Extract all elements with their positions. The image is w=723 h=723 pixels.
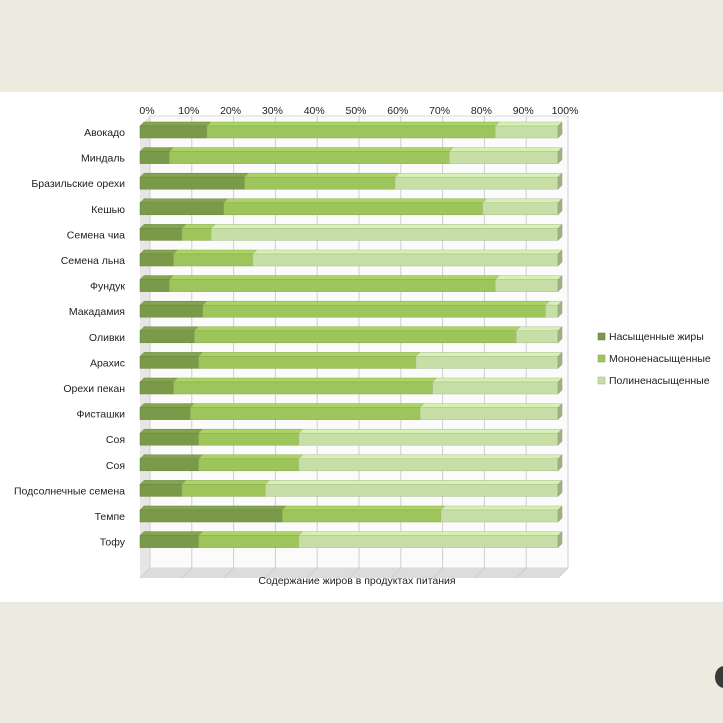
bar-segment-top bbox=[140, 455, 203, 459]
bar-segment-top bbox=[140, 276, 173, 280]
bar-segment bbox=[199, 356, 416, 368]
bar-segment bbox=[140, 459, 199, 471]
bar-segment bbox=[190, 408, 420, 420]
bar-segment bbox=[140, 356, 199, 368]
x-tick-label: 30% bbox=[261, 105, 283, 117]
bar-segment-top bbox=[211, 224, 562, 228]
bar-segment-top bbox=[199, 429, 303, 433]
bar-segment-top bbox=[140, 148, 173, 152]
bar-segment bbox=[253, 254, 558, 266]
bar-segment bbox=[140, 126, 207, 138]
bar-segment-top bbox=[173, 250, 256, 254]
bar-segment bbox=[224, 203, 483, 215]
bar-segment bbox=[265, 484, 558, 496]
category-label: Фисташки bbox=[76, 408, 125, 421]
bar-segment bbox=[433, 382, 558, 394]
category-label: Бразильские орехи bbox=[31, 178, 125, 191]
bar-segment bbox=[299, 536, 558, 548]
bar-segment-top bbox=[140, 378, 177, 382]
bar-segment-top bbox=[433, 378, 562, 382]
bar-segment-top bbox=[420, 404, 562, 408]
x-tick-label: 80% bbox=[470, 105, 492, 117]
bar-segment-top bbox=[203, 301, 550, 305]
bar-segment bbox=[140, 484, 182, 496]
category-label: Орехи пекан bbox=[63, 383, 125, 395]
bar-segment bbox=[199, 433, 299, 445]
chart-title: Содержание жиров в продуктах питания bbox=[258, 575, 456, 587]
bar-segment bbox=[194, 331, 516, 343]
bar-segment bbox=[299, 459, 558, 471]
category-label: Макадамия bbox=[68, 306, 125, 319]
category-label: Арахис bbox=[89, 357, 125, 370]
bar-segment-top bbox=[265, 480, 562, 484]
bar-segment bbox=[545, 305, 558, 317]
bar-segment-top bbox=[194, 327, 520, 331]
bar-segment-top bbox=[140, 429, 203, 433]
bar-segment-top bbox=[173, 378, 436, 382]
bar-segment bbox=[282, 510, 441, 522]
bar-segment bbox=[199, 459, 299, 471]
category-label: Соя bbox=[105, 434, 125, 447]
legend-swatch bbox=[598, 355, 605, 362]
bar-segment-top bbox=[207, 122, 499, 126]
bar-segment bbox=[441, 510, 558, 522]
bar-segment-top bbox=[140, 480, 186, 484]
x-tick-label: 40% bbox=[303, 105, 325, 117]
bar-segment-top bbox=[516, 327, 562, 331]
bar-segment-top bbox=[140, 301, 207, 305]
bar-segment bbox=[140, 536, 199, 548]
category-label: Подсолнечные семена bbox=[13, 485, 125, 498]
bar-segment bbox=[140, 280, 169, 292]
legend-label: Полиненасыщенные bbox=[609, 375, 710, 387]
category-label: Соя bbox=[105, 459, 125, 472]
bar-segment bbox=[140, 177, 245, 189]
bar-segment-top bbox=[190, 404, 424, 408]
x-tick-label: 100% bbox=[551, 105, 579, 117]
bar-segment bbox=[140, 152, 169, 164]
bar-segment bbox=[449, 152, 558, 164]
bar-segment-top bbox=[483, 199, 562, 203]
category-label: Фундук bbox=[89, 280, 125, 293]
bar-segment-top bbox=[449, 148, 562, 152]
x-tick-label: 60% bbox=[387, 105, 409, 117]
category-label: Кешью bbox=[91, 203, 125, 216]
category-label: Темпе bbox=[94, 511, 125, 523]
bar-segment bbox=[395, 177, 558, 189]
bar-segment bbox=[245, 177, 395, 189]
x-tick-label: 0% bbox=[139, 105, 155, 117]
bar-segment bbox=[140, 331, 194, 343]
category-label: Авокадо bbox=[84, 127, 125, 139]
bar-segment bbox=[169, 280, 495, 292]
legend-label: Насыщенные жиры bbox=[609, 331, 704, 343]
chart bbox=[0, 92, 723, 602]
bar-segment-top bbox=[282, 506, 445, 510]
corner-circle-icon bbox=[715, 666, 723, 688]
x-tick-label: 70% bbox=[429, 105, 451, 117]
bar-segment-top bbox=[199, 455, 303, 459]
bar-segment-top bbox=[140, 506, 286, 510]
bar-segment-top bbox=[253, 250, 562, 254]
bar-segment-top bbox=[140, 352, 203, 356]
legend-swatch bbox=[598, 377, 605, 384]
bar-segment bbox=[140, 382, 173, 394]
bar-segment bbox=[140, 254, 173, 266]
bar-segment bbox=[420, 408, 558, 420]
legend-label: Мононенасыщенные bbox=[609, 353, 711, 365]
bar-segment bbox=[173, 382, 432, 394]
x-tick-label: 90% bbox=[512, 105, 534, 117]
bar-segment bbox=[211, 228, 558, 240]
category-label: Оливки bbox=[88, 331, 125, 344]
bar-segment-top bbox=[299, 532, 562, 536]
bar-segment-top bbox=[140, 199, 228, 203]
bar-segment-top bbox=[199, 532, 303, 536]
legend-swatch bbox=[598, 333, 605, 340]
bar-segment bbox=[182, 484, 266, 496]
bar-segment-top bbox=[140, 327, 198, 331]
bar-segment-top bbox=[495, 276, 562, 280]
bar-segment bbox=[182, 228, 211, 240]
bar-segment bbox=[140, 305, 203, 317]
category-label: Миндаль bbox=[81, 152, 125, 165]
bar-segment-top bbox=[140, 532, 203, 536]
bar-segment-top bbox=[245, 173, 399, 177]
bar-segment-top bbox=[299, 455, 562, 459]
category-label: Семена чиа bbox=[66, 229, 125, 242]
category-label: Тофу bbox=[99, 536, 125, 549]
bar-segment-top bbox=[395, 173, 562, 177]
x-tick-label: 10% bbox=[178, 105, 200, 117]
x-tick-label: 50% bbox=[345, 105, 367, 117]
bar-segment bbox=[140, 203, 224, 215]
bar-segment bbox=[199, 536, 299, 548]
bar-segment bbox=[140, 408, 190, 420]
bar-segment bbox=[483, 203, 558, 215]
bar-segment bbox=[173, 254, 252, 266]
bar-segment bbox=[299, 433, 558, 445]
bar-segment-top bbox=[182, 480, 270, 484]
bar-segment-top bbox=[169, 276, 499, 280]
bar-segment bbox=[203, 305, 546, 317]
bar-segment-top bbox=[182, 224, 215, 228]
bar-segment-top bbox=[169, 148, 453, 152]
bar-segment bbox=[140, 433, 199, 445]
bar-segment-top bbox=[441, 506, 562, 510]
bar-segment-top bbox=[299, 429, 562, 433]
bar-segment-top bbox=[140, 122, 211, 126]
bar-segment bbox=[516, 331, 558, 343]
bar-segment bbox=[495, 280, 558, 292]
x-tick-label: 20% bbox=[220, 105, 242, 117]
bar-segment bbox=[207, 126, 495, 138]
bar-segment-top bbox=[416, 352, 562, 356]
bar-segment-top bbox=[199, 352, 420, 356]
category-label: Семена льна bbox=[60, 255, 125, 267]
bar-segment bbox=[140, 510, 282, 522]
bar-segment-top bbox=[140, 250, 177, 254]
bar-segment-top bbox=[140, 404, 194, 408]
bar-segment-top bbox=[495, 122, 562, 126]
bar-segment bbox=[416, 356, 558, 368]
bar-segment bbox=[140, 228, 182, 240]
bar-segment-top bbox=[140, 224, 186, 228]
chart-panel bbox=[0, 92, 723, 602]
bar-segment bbox=[495, 126, 558, 138]
bar-segment bbox=[169, 152, 449, 164]
bar-segment-top bbox=[140, 173, 249, 177]
bar-segment-top bbox=[224, 199, 487, 203]
